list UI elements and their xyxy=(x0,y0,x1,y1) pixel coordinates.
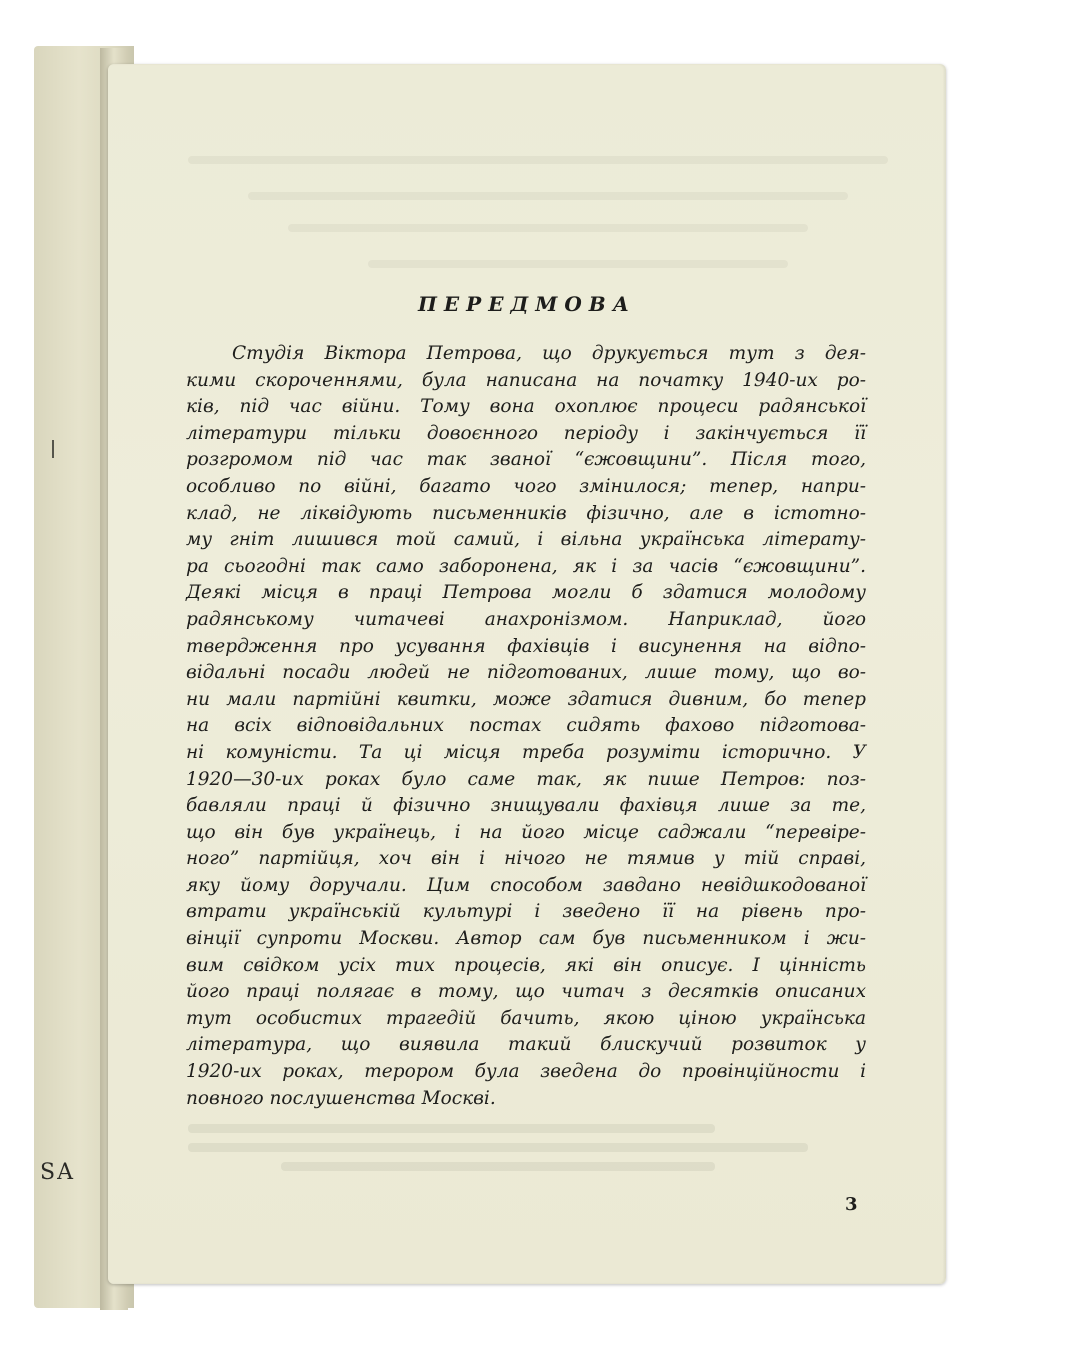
text-line: Деякі місця в праці Петрова могли б здатися молодому xyxy=(186,582,866,604)
text-line: Студія Віктора Петрова, що друкується тут з дея- xyxy=(232,343,866,364)
text-line: розгромом під час так званої “єжовщини”. Після того, xyxy=(186,449,866,471)
text-line: втрати українській культурі і зведено її на рівень про- xyxy=(186,901,866,923)
text-line: література, що виявила такий блискучий розвиток у xyxy=(186,1034,866,1056)
book-page xyxy=(108,64,946,1284)
text-line: що він був українець, і на його місце саджали “перевіре- xyxy=(186,821,866,843)
text-line: ків, під час війни. Тому вона охоплює процеси радянської xyxy=(186,396,866,418)
text-line: на всіх відповідальних постах сидять фахово підготова- xyxy=(186,715,866,737)
text-line: кими скороченнями, була написана на початку 1940-их ро- xyxy=(186,369,866,391)
text-line: відальні посади людей не підготованих, лише тому, що во- xyxy=(186,662,866,684)
text-line: ни мали партійні квитки, може здатися дивним, бо тепер xyxy=(186,688,866,710)
show-through-line xyxy=(288,224,808,232)
text-line: 1920-их роках, терором була зведена до провінційности і xyxy=(186,1061,866,1083)
show-through-text xyxy=(188,1124,808,1184)
text-line: ра сьогодні так само заборонена, як і за часів “єжовщини”. xyxy=(186,555,866,577)
text-line: ні комуністи. Та ці місця треба розуміти історично. У xyxy=(186,741,866,763)
text-line: літератури тільки довоєнного періоду і закінчується її xyxy=(186,422,866,444)
text-line: повного послушенства Москві. xyxy=(186,1087,496,1109)
text-line: бавляли праці й фізично знищували фахівця лише за те, xyxy=(186,795,866,817)
text-line: вим свідком усіх тих процесів, які він описує. І цінність xyxy=(186,954,866,976)
show-through-line xyxy=(188,156,888,164)
text-line: 1920—30-их роках було саме так, як пише Петров: поз- xyxy=(186,768,866,790)
text-line: радянському читачеві анахронізмом. Наприклад, його xyxy=(186,608,866,630)
text-line: му гніт лишився той самий, і вільна українська літерату- xyxy=(186,529,866,551)
text-line: ного” партійця, хоч він і нічого не тямив у тій справі, xyxy=(186,848,866,870)
text-line: особливо по війні, багато чого змінилося; тепер, напри- xyxy=(186,475,866,497)
text-line: твердження про усування фахівців і висунення на відпо- xyxy=(186,635,866,657)
show-through-line xyxy=(248,192,848,200)
text-line: яку йому доручали. Цим способом завдано невідшкодованої xyxy=(186,874,866,896)
text-line: вінції супроти Москви. Автор сам був письменником і жи- xyxy=(186,928,866,950)
previous-page-text-fragment: SA xyxy=(40,1160,75,1185)
text-line: його праці полягає в тому, що читач з десятків описаних xyxy=(186,981,866,1003)
text-line: тут особистих трагедій бачить, якою ціною українська xyxy=(186,1007,866,1029)
page-mark xyxy=(52,440,54,458)
show-through-line xyxy=(368,260,788,268)
page-title: ПЕРЕДМОВА xyxy=(418,292,636,316)
foreword-body xyxy=(186,341,866,1112)
page-number: 3 xyxy=(845,1194,858,1215)
text-line: клад, не ліквідують письменників фізично, але в істотно- xyxy=(186,502,866,524)
